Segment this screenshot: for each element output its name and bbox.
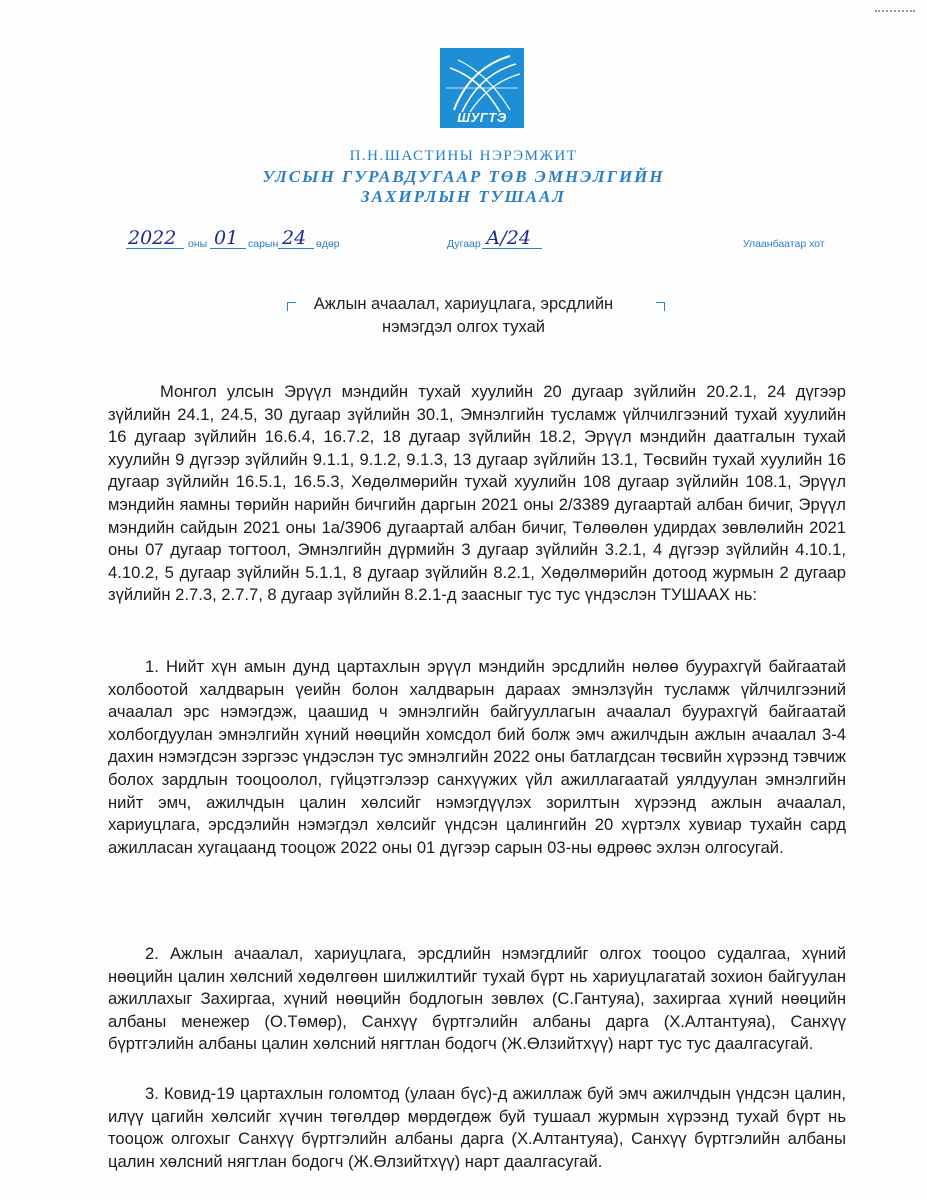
order-item-1 [108, 656, 846, 859]
order-item-3 [108, 1083, 846, 1173]
scan-mark [875, 10, 915, 20]
city-label: Улаанбаатар хот [743, 238, 825, 250]
date-day: 24 [282, 227, 307, 249]
preamble-text: Монгол улсын Эрүүл мэндийн тухай хуулийн 20 дугаар зүйлийн 20.2.1, 24 дүгээр зүйлийн 24.1, 24.5, 30 дугаар зүйлийн 30.1, Эмнэлгийн тусламж үйлчилгээний тухай хуулийн 16 дугаар зүйлийн 16.6.4, 16.7.2, 18 дугаар зүйлийн 18.2, Эрүүл мэндийн даатгалын тухай хуулийн 9 дүгээр зүйлийн 9.1.1, 9.1.2, 9.1.3, 13 дугаар зүйлийн 13.1, Төсвийн тухай хуулийн 16 дугаар зүйлийн 16.5.1, 16.5.3, Хөдөлмөрийн тухай хуулийн 108 дугаар зүйлийн 108.1, Эрүүл мэндийн яамны төрийн нарийн бичгийн даргын 2021 оны 2/3389 дугаартай албан бичиг, Эрүүл мэндийн сайдын 2021 оны 1а/3906 дугаартай албан бичиг, Төлөөлөн удирдах зөвлөлийн 2021 оны 07 дугаар тогтоол, Эмнэлгийн дүрмийн 3 дугаар зүйлийн 3.2.1, 4 дүгээр зүйлийн 4.10.1, 4.10.2, 5 дугаар зүйлийн 5.1.1, 8 дугаар зүйлийн 8.2.1, Хөдөлмөрийн дотоод журмын 2 дугаар зүйлийн 2.7.3, 2.7.7, 8 дугаар зүйлийн 8.2.1-д заасныг тус тус үндэслэн ТУШААХ нь: [108, 382, 846, 605]
date-month: 01 [214, 227, 239, 249]
order-title-line2: нэмэгдэл олгох тухай [381, 318, 546, 336]
order-item-2 [108, 943, 846, 1056]
date-month-label: сарын [248, 238, 279, 250]
order-item-3-text: 3. Ковид-19 цартахлын голомтод (улаан бүс)-д ажиллаж буй эмч ажилчдын үндсэн цалин, илүү цагийн хөлсийг хүчин төгөлдөр мөрдөгдөж буй тушаал журмын хүрээнд тухай бүрт нь тооцож олгохыг Санхүү бүртгэлийн албаны дарга (Х.Алтантуяа), Санхүү бүртгэлийн албаны цалин хөлсний нягтлан бодогч (Ж.Өлзийтхүү) нарт даалгасугай. [108, 1084, 846, 1171]
order-number-label: Дугаар [447, 238, 481, 250]
date-year: 2022 [128, 227, 177, 249]
order-title-line1: Ажлын ачаалал, хариуцлага, эрсдлийн [313, 295, 614, 313]
order-number: А/24 [486, 227, 531, 249]
header-hospital-name: П.Н.ШАСТИНЫ НЭРЭМЖИТ [349, 148, 578, 164]
header-hospital-title: УЛСЫН ГУРАВДУГААР ТӨВ ЭМНЭЛГИЙН [262, 167, 665, 186]
header-order-title: ЗАХИРЛЫН ТУШААЛ [361, 187, 566, 206]
date-year-label: оны [188, 238, 208, 250]
date-day-label: өдөр [316, 238, 340, 250]
logo-text: ШУГТЭ [457, 110, 507, 125]
order-dateline [0, 227, 927, 256]
order-item-1-text: 1. Нийт хүн амын дунд цартахлын эрүүл мэндийн эрсдлийн нөлөө буурахгүй байгаатай холбоотой халдварын үеийн болон халдварын дараах эмнэлзүйн тусламж үйлчилгээний ачаалал эрс нэмэгдэж, цаашид ч эмнэлгийн байгууллагын ачаалал буурахгүй байгаатай холбогдуулан эмнэлгийн хүний нөөцийн хомсдол бий болж эмч ажилчдын ажлын ачаалал 3-4 дахин нэмэгдсэн зэргээс үндэслэн тус эмнэлгийн 2022 оны батлагдсан төсвийн хүрээнд тэвчиж болох зардлын тооцоолол, гүйцэтгэлээр санхүүжих үйл ажиллагаатай уялдуулан эмнэлгийн нийт эмч, ажилчдын цалин хөлсийг нэмэгдүүлэх зорилтын хүрээнд ажлын ачаалал, хариуцлага, эрсдэлийн нэмэгдэл хөлсийг үндсэн цалингийн 20 хүртэлх хувиар тухайн сард ажилласан хугацаанд тооцож 2022 оны 01 дүгээр сарын 03-ны өдрөөс эхлэн олгосугай. [108, 657, 846, 857]
order-item-2-text: 2. Ажлын ачаалал, хариуцлага, эрсдлийн нэмэгдлийг олгох тооцоо судалгаа, хүний нөөцийн цалин хөлсний хөдөлгөөн шилжилтийг тухай бүрт нь хариуцлагатай зохион байгуулан ажиллахыг Захиргаа, хүний нөөцийн бодлогын зөвлөх (С.Гантуяа), захиргаа хүний нөөцийн албаны менежер (О.Төмөр), Санхүү бүртгэлийн албаны дарга (Х.Алтантуяа), Санхүү бүртгэлийн албаны цалин хөлсний нягтлан бодогч (Ж.Өлзийтхүү) нарт тус тус даалгасугай. [108, 944, 846, 1054]
hospital-logo [440, 48, 524, 128]
preamble-paragraph [108, 381, 846, 607]
